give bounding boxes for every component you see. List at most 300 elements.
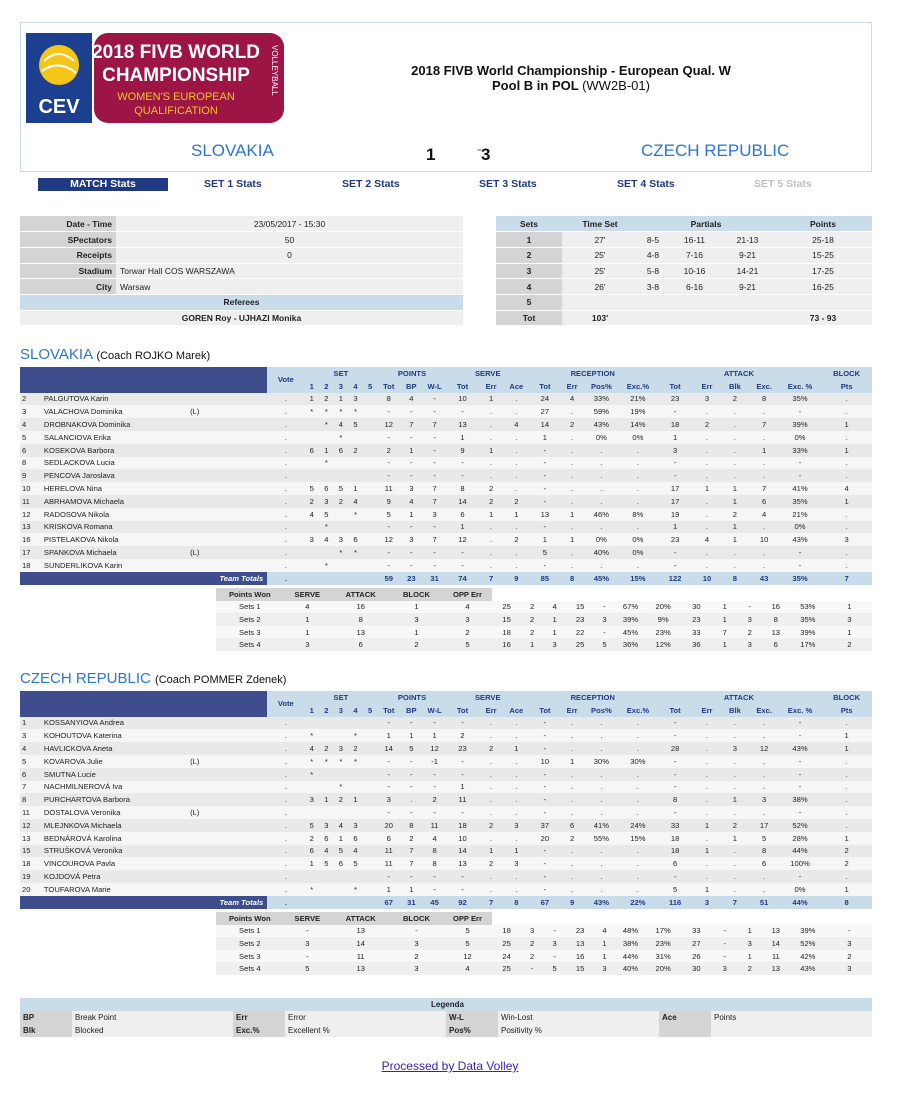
home-team-title: SLOVAKIA xyxy=(20,346,93,363)
stat-cell: 35% xyxy=(779,393,822,406)
stat-cell: 5 xyxy=(304,482,319,495)
column-header: Tot xyxy=(657,380,694,393)
player-name: HAVLICKOVA Aneta xyxy=(44,742,190,755)
stat-cell: . xyxy=(583,729,619,742)
stat-cell: 3 xyxy=(400,482,423,495)
date-value: 23/05/2017 - 15:30 xyxy=(116,216,463,232)
stat-cell: 40% xyxy=(615,962,647,975)
stat-cell: - xyxy=(400,717,423,730)
stat-cell: . xyxy=(267,405,304,418)
stat-cell: 2 xyxy=(694,418,721,431)
stat-cell: 45% xyxy=(615,626,647,639)
stat-cell: . xyxy=(821,405,872,418)
away-score: 3 xyxy=(481,145,491,164)
stat-cell: - xyxy=(657,870,694,883)
stat-cell: . xyxy=(504,768,529,781)
player-name: STRUŠKOVÁ Veronika xyxy=(44,845,190,858)
stat-cell: 41% xyxy=(583,819,619,832)
stat-cell: . xyxy=(821,546,872,559)
stat-cell: 21% xyxy=(619,393,656,406)
stat-cell: 17 xyxy=(750,819,779,832)
stat-cell: . xyxy=(694,870,721,883)
stat-cell: . xyxy=(694,495,721,508)
stat-cell xyxy=(319,781,334,794)
stat-cell: 3 xyxy=(821,533,872,546)
stat-cell: . xyxy=(583,521,619,534)
stat-cell: - xyxy=(779,457,822,470)
stat-cell: . xyxy=(478,546,503,559)
stat-cell: 1 xyxy=(447,431,479,444)
column-header: 4 xyxy=(348,704,363,717)
stat-cell: - xyxy=(400,469,423,482)
player-number: 18 xyxy=(20,857,44,870)
stat-cell: 23% xyxy=(647,937,680,950)
referees-value: GOREN Roy - UJHAZI Monika xyxy=(20,310,463,326)
stat-cell: - xyxy=(779,559,822,572)
stat-cell xyxy=(319,546,334,559)
stat-cell: - xyxy=(779,546,822,559)
stat-cell: 6 xyxy=(377,832,400,845)
stat-cell: - xyxy=(447,755,479,768)
stat-cell: . xyxy=(694,768,721,781)
stat-cell xyxy=(319,896,334,909)
stat-cell: 15 xyxy=(492,613,520,626)
stat-cell: 1 xyxy=(400,729,423,742)
svg-text:WOMEN'S EUROPEAN: WOMEN'S EUROPEAN xyxy=(117,91,235,103)
tab-match-stats[interactable]: MATCH Stats xyxy=(38,178,168,191)
stat-cell xyxy=(304,457,319,470)
stat-cell: 25 xyxy=(492,962,520,975)
stat-cell: - xyxy=(529,845,561,858)
stat-cell: 3 xyxy=(827,937,872,950)
points-header: POINTS xyxy=(377,691,446,704)
column-header: 1 xyxy=(304,380,319,393)
stat-cell: - xyxy=(779,768,822,781)
stat-cell: 1 xyxy=(720,533,749,546)
total-cell: 23 xyxy=(400,572,423,585)
stat-cell: . xyxy=(561,444,584,457)
stat-cell xyxy=(319,870,334,883)
stat-cell: * xyxy=(319,418,334,431)
stat-cell: - xyxy=(447,457,479,470)
stat-cell: . xyxy=(583,469,619,482)
player-number: 3 xyxy=(20,405,44,418)
tab-set-1-stats[interactable]: SET 1 Stats xyxy=(204,178,262,190)
sets-cell: 4-8 xyxy=(638,247,668,263)
stat-cell: 3 xyxy=(827,962,872,975)
set-breakdown-row xyxy=(216,626,872,639)
stat-cell: - xyxy=(543,925,566,938)
stat-cell: . xyxy=(720,729,749,742)
stat-cell: - xyxy=(529,729,561,742)
stat-cell: . xyxy=(561,405,584,418)
player-name: SPANKOVA Michaela xyxy=(44,546,190,559)
stat-cell: 7 xyxy=(750,482,779,495)
libero-tag: (L) xyxy=(190,546,267,559)
libero-tag xyxy=(190,393,267,406)
stat-cell: - xyxy=(400,755,423,768)
player-name: VALACHOVA Dominika xyxy=(44,405,190,418)
sets-cell: 103' xyxy=(562,310,638,326)
sets-cell: 9-21 xyxy=(721,279,774,295)
stat-cell xyxy=(304,521,319,534)
stat-cell: . xyxy=(504,444,529,457)
stat-cell: 43% xyxy=(779,742,822,755)
stat-cell: 2 xyxy=(478,742,503,755)
home-player-stats-table xyxy=(20,367,872,585)
stat-cell: - xyxy=(423,444,447,457)
stat-cell: . xyxy=(267,431,304,444)
stat-cell: - xyxy=(529,768,561,781)
points-won-header-row xyxy=(216,588,872,601)
stat-cell: 39% xyxy=(789,626,827,639)
data-volley-link[interactable]: Processed by Data Volley xyxy=(381,1059,519,1073)
total-cell: 74 xyxy=(447,572,479,585)
stat-cell: . xyxy=(583,806,619,819)
column-header: Err xyxy=(478,704,503,717)
stat-cell: - xyxy=(423,457,447,470)
stat-cell: 15 xyxy=(566,962,594,975)
stat-cell: 2 xyxy=(521,613,544,626)
stat-cell: . xyxy=(504,806,529,819)
stat-cell: 4 xyxy=(319,845,334,858)
stat-cell: 3 xyxy=(504,857,529,870)
stat-cell: . xyxy=(478,781,503,794)
stat-cell: 5 xyxy=(594,638,614,651)
player-name: PISTELAKOVA Nikola xyxy=(44,533,190,546)
stat-cell: . xyxy=(694,742,721,755)
stat-cell: * xyxy=(319,457,334,470)
sets-cell xyxy=(721,294,774,310)
stat-cell: 1 xyxy=(400,883,423,896)
stat-cell: . xyxy=(267,559,304,572)
stat-cell: 19 xyxy=(657,508,694,521)
stat-cell: 3 xyxy=(543,937,566,950)
stat-cell: 5 xyxy=(377,508,400,521)
serve-header: SERVE xyxy=(447,691,529,704)
stat-cell: 3 xyxy=(334,742,349,755)
column-header: Exc. % xyxy=(779,704,822,717)
stat-cell: 1 xyxy=(504,508,529,521)
stat-cell: 10 xyxy=(447,832,479,845)
player-row xyxy=(20,781,872,794)
away-player-stats-table xyxy=(20,691,872,909)
stat-cell: 2 xyxy=(521,950,544,963)
stat-cell: * xyxy=(304,768,319,781)
stat-cell xyxy=(363,832,378,845)
home-team-name: SLOVAKIA xyxy=(191,141,274,160)
stat-cell: 13 xyxy=(529,508,561,521)
set-label: Sets 2 xyxy=(216,613,284,626)
stat-cell: 1 xyxy=(284,626,331,639)
stat-cell: 30 xyxy=(680,962,713,975)
player-name: DROBNAKOVA Dominika xyxy=(44,418,190,431)
stat-cell xyxy=(319,806,334,819)
stat-cell: 11 xyxy=(331,950,390,963)
stat-cell: 14% xyxy=(619,418,656,431)
stat-cell xyxy=(334,457,349,470)
stat-cell: . xyxy=(561,870,584,883)
stat-cell: 37 xyxy=(529,819,561,832)
tab-set-3-stats[interactable]: SET 3 Stats xyxy=(479,178,537,190)
stat-cell: . xyxy=(504,832,529,845)
player-number: 7 xyxy=(20,781,44,794)
total-cell: 35% xyxy=(779,572,822,585)
stat-cell: - xyxy=(529,444,561,457)
player-row xyxy=(20,806,872,819)
stat-cell: - xyxy=(423,521,447,534)
stat-cell: 7 xyxy=(750,418,779,431)
player-name: NACHMILNEROVÁ Iva xyxy=(44,781,190,794)
stat-cell xyxy=(348,469,363,482)
player-name: HERELOVA Nina xyxy=(44,482,190,495)
home-set-breakdown-table xyxy=(216,588,872,651)
stat-cell: - xyxy=(284,925,331,938)
stat-cell: . xyxy=(478,405,503,418)
stat-cell: . xyxy=(267,521,304,534)
stat-cell: 3 xyxy=(319,495,334,508)
stat-cell: - xyxy=(423,883,447,896)
points-won-header: OPP Err xyxy=(443,912,493,925)
stat-cell: 1 xyxy=(713,638,737,651)
stat-cell xyxy=(348,457,363,470)
total-cell: 43% xyxy=(583,896,619,909)
legend-table xyxy=(20,998,872,1037)
stat-cell xyxy=(334,768,349,781)
stat-cell: 3 xyxy=(827,613,872,626)
block-header: BLOCK xyxy=(821,691,872,704)
stat-cell: * xyxy=(304,405,319,418)
stat-cell xyxy=(363,559,378,572)
stat-cell: 4 xyxy=(594,925,614,938)
stat-cell: - xyxy=(423,405,447,418)
stat-cell: 1 xyxy=(400,444,423,457)
stat-cell: * xyxy=(319,559,334,572)
stat-cell: 6 xyxy=(334,444,349,457)
points-won-header: Points Won xyxy=(216,912,284,925)
libero-tag xyxy=(190,768,267,781)
total-cell: 85 xyxy=(529,572,561,585)
stat-cell: - xyxy=(423,431,447,444)
stat-cell: 6 xyxy=(750,495,779,508)
match-title-line2: Pool B in POL xyxy=(492,78,579,93)
stat-cell: . xyxy=(267,870,304,883)
total-cell: 31 xyxy=(400,896,423,909)
stat-cell: . xyxy=(619,482,656,495)
stat-cell: - xyxy=(423,546,447,559)
stat-cell: . xyxy=(583,781,619,794)
stat-cell xyxy=(348,870,363,883)
stat-cell: . xyxy=(478,832,503,845)
stat-cell: 1 xyxy=(594,937,614,950)
stat-cell: . xyxy=(561,559,584,572)
stat-cell: 13 xyxy=(331,925,390,938)
total-cell: 3 xyxy=(694,896,721,909)
stat-cell xyxy=(304,870,319,883)
stat-cell: . xyxy=(821,469,872,482)
stat-cell: 43% xyxy=(779,533,822,546)
stat-cell: 38% xyxy=(779,793,822,806)
stat-cell: . xyxy=(561,457,584,470)
libero-tag xyxy=(190,845,267,858)
libero-tag xyxy=(190,857,267,870)
stat-cell: 1 xyxy=(478,393,503,406)
stat-cell: 1 xyxy=(594,950,614,963)
stat-cell: . xyxy=(821,508,872,521)
stat-cell: 1 xyxy=(390,626,442,639)
stat-cell: 1 xyxy=(377,883,400,896)
stat-cell: 11 xyxy=(377,857,400,870)
stat-cell: 33 xyxy=(680,925,713,938)
sets-cell: 25-18 xyxy=(774,232,872,248)
stat-cell: 1 xyxy=(821,729,872,742)
stat-cell: - xyxy=(400,781,423,794)
stat-cell: 30% xyxy=(583,755,619,768)
stat-cell xyxy=(363,546,378,559)
stat-cell: - xyxy=(377,781,400,794)
column-header: BP xyxy=(400,380,423,393)
stat-cell: 4 xyxy=(334,418,349,431)
stat-cell: - xyxy=(529,469,561,482)
total-cell: 59 xyxy=(377,572,400,585)
stat-cell: . xyxy=(750,717,779,730)
stat-cell: . xyxy=(821,781,872,794)
player-number: 16 xyxy=(20,533,44,546)
stat-cell: 2 xyxy=(720,819,749,832)
libero-tag xyxy=(190,870,267,883)
stat-cell: . xyxy=(478,717,503,730)
column-header: Tot xyxy=(657,704,694,717)
total-cell: 7 xyxy=(478,896,503,909)
stat-cell: . xyxy=(504,729,529,742)
stat-cell: 25 xyxy=(566,638,594,651)
stat-cell: 35% xyxy=(779,495,822,508)
libero-tag: (L) xyxy=(190,755,267,768)
stat-cell: 3 xyxy=(713,962,737,975)
stat-cell: 14 xyxy=(447,495,479,508)
player-row xyxy=(20,508,872,521)
stat-cell: - xyxy=(400,768,423,781)
stat-cell xyxy=(334,870,349,883)
column-header: Err xyxy=(694,380,721,393)
stat-cell: 1 xyxy=(478,444,503,457)
tab-set-4-stats[interactable]: SET 4 Stats xyxy=(617,178,675,190)
total-cell: 67 xyxy=(529,896,561,909)
column-header: Pts xyxy=(821,704,872,717)
stat-cell: 9 xyxy=(447,444,479,457)
stat-cell: . xyxy=(561,793,584,806)
stat-cell: 14 xyxy=(763,937,789,950)
stat-cell: 33% xyxy=(583,393,619,406)
stat-cell: 25 xyxy=(492,601,520,614)
stat-cell: . xyxy=(267,469,304,482)
stat-cell: . xyxy=(694,781,721,794)
stat-cell: - xyxy=(400,431,423,444)
stat-cell: 3 xyxy=(334,533,349,546)
column-header: Pos% xyxy=(583,704,619,717)
stat-cell: 1 xyxy=(720,832,749,845)
stat-cell: 14 xyxy=(529,418,561,431)
stat-cell: 24% xyxy=(619,819,656,832)
stat-cell: . xyxy=(583,793,619,806)
stat-cell: 25 xyxy=(492,937,520,950)
stat-cell: 6 xyxy=(319,482,334,495)
stat-cell xyxy=(363,793,378,806)
stat-cell: . xyxy=(720,559,749,572)
sets-row xyxy=(496,310,872,326)
player-row xyxy=(20,546,872,559)
stat-cell: 11 xyxy=(423,819,447,832)
column-header: Exc.% xyxy=(619,704,656,717)
stat-cell: 2 xyxy=(521,937,544,950)
points-won-header: BLOCK xyxy=(390,588,442,601)
player-row xyxy=(20,533,872,546)
points-won-header: Points Won xyxy=(216,588,284,601)
tab-set-2-stats[interactable]: SET 2 Stats xyxy=(342,178,400,190)
stat-cell: . xyxy=(561,729,584,742)
player-number: 9 xyxy=(20,469,44,482)
stat-cell: 18 xyxy=(492,626,520,639)
match-header xyxy=(20,22,872,172)
stat-cell: 44% xyxy=(779,845,822,858)
receipts-label: Receipts xyxy=(20,247,116,263)
stat-cell: 2 xyxy=(423,793,447,806)
stat-cell: 1 xyxy=(737,950,763,963)
stat-cell: . xyxy=(694,729,721,742)
stat-cell: 1 xyxy=(304,857,319,870)
total-cell: 22% xyxy=(619,896,656,909)
stat-cell: 3 xyxy=(521,925,544,938)
stat-cell: . xyxy=(504,883,529,896)
stat-cell: . xyxy=(720,457,749,470)
set-breakdown-row xyxy=(216,937,872,950)
player-name: PENCOVA Jaroslava xyxy=(44,469,190,482)
stat-cell xyxy=(319,883,334,896)
stat-cell xyxy=(319,469,334,482)
stat-cell: - xyxy=(377,405,400,418)
player-number: 15 xyxy=(20,845,44,858)
stat-cell: 1 xyxy=(821,832,872,845)
stat-cell: . xyxy=(504,431,529,444)
stat-cell: - xyxy=(400,457,423,470)
stat-cell: - xyxy=(529,806,561,819)
legend-value: Error xyxy=(285,1011,446,1024)
stat-cell: 1 xyxy=(319,793,334,806)
player-name: SALANCIOVA Erika xyxy=(44,431,190,444)
stat-cell: . xyxy=(561,806,584,819)
stat-cell: . xyxy=(583,845,619,858)
stat-cell: - xyxy=(779,717,822,730)
stat-cell xyxy=(319,717,334,730)
column-header: Tot xyxy=(447,704,479,717)
stat-cell: 6 xyxy=(763,638,789,651)
stat-cell: - xyxy=(400,405,423,418)
stat-cell: 4 xyxy=(543,601,566,614)
match-title xyxy=(321,63,821,93)
stat-cell: 3 xyxy=(594,962,614,975)
libero-tag xyxy=(190,521,267,534)
stat-cell: * xyxy=(348,546,363,559)
stat-cell xyxy=(319,729,334,742)
stat-cell: . xyxy=(561,845,584,858)
stat-cell: . xyxy=(267,768,304,781)
stat-cell: 1 xyxy=(720,521,749,534)
stat-cell: . xyxy=(267,508,304,521)
stat-cell: 12 xyxy=(377,533,400,546)
set-label: Sets 3 xyxy=(216,626,284,639)
stat-cell: -1 xyxy=(423,755,447,768)
match-info-table xyxy=(20,216,463,326)
